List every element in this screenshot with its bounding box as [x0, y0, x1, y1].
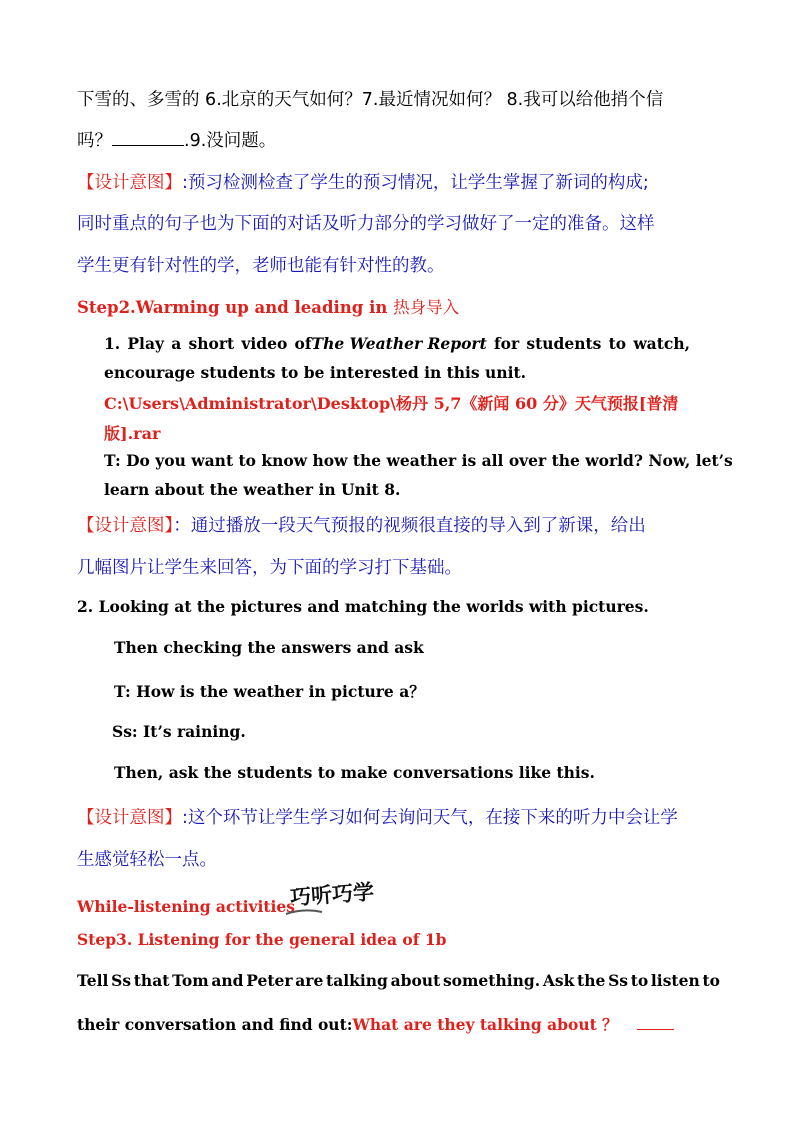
word: to	[702, 971, 720, 990]
word: to	[630, 971, 649, 990]
word: video	[241, 334, 288, 353]
step3-line-1	[77, 971, 720, 990]
design-intent-2-line-1	[77, 512, 691, 537]
step2-heading-cn: 热身导入	[393, 298, 460, 317]
teacher-line-1	[104, 451, 733, 470]
design-intent-3-line-1	[77, 804, 719, 829]
video-file-path[interactable]: C:\Users\Administrator\Desktop\杨丹 5,7《新闻 60 分》天气预报[普清	[104, 394, 679, 413]
video-file-path-line-1[interactable]	[104, 391, 678, 414]
item2-line-2	[114, 638, 424, 657]
preview-text-1: 下雪的、多雪的 6.北京的天气如何？7.最近情况如何？ 8.我可以给他捎个信	[77, 90, 664, 110]
video-file-path-line-2[interactable]	[104, 421, 160, 444]
design-intent-tag: 【设计意图】	[77, 516, 174, 536]
design-intent-text: 学生更有针对性的学，老师也能有针对性的教。	[77, 256, 445, 276]
item2-line-1	[77, 597, 649, 616]
design-intent-1-line-1	[77, 169, 711, 194]
word: Tom	[172, 971, 209, 990]
item2-text: Then, ask the students to make conversations like this.	[114, 763, 595, 782]
design-intent-text: 同时重点的句子也为下面的对话及听力部分的学习做好了一定的准备。这样	[77, 214, 655, 234]
step2-heading	[77, 294, 459, 318]
word: Peter	[246, 971, 293, 990]
while-listening-heading-text: While-listening activities	[77, 897, 295, 916]
word: Play	[127, 334, 164, 353]
design-intent-text: :这个环节让学生学习如何去询问天气，在接下来的听力中会让学	[182, 808, 678, 828]
word: are	[295, 971, 324, 990]
while-listening-heading	[77, 897, 295, 916]
word: watch,	[633, 334, 690, 353]
step3-instruction: their conversation and find out:	[77, 1015, 353, 1034]
listening-answer-blank[interactable]	[637, 1029, 674, 1030]
word: Ask	[542, 971, 575, 990]
step2-heading-text: Step2.Warming up and leading in	[77, 298, 388, 317]
word: that	[133, 971, 170, 990]
step2-item1-text: encourage students to be interested in this unit.	[104, 363, 527, 382]
item2-text: T: How is the weather in picture a？	[114, 682, 425, 701]
design-intent-tag: 【设计意图】	[77, 173, 182, 193]
word: a	[171, 334, 182, 353]
design-intent-3-line-2	[77, 846, 217, 871]
word: talking	[326, 971, 388, 990]
design-intent-text: ：通过播放一段天气预报的视频很直接的导入到了新课，给出	[173, 516, 646, 536]
teacher-question: learn about the weather in Unit 8.	[104, 480, 401, 499]
word: short	[188, 334, 235, 353]
listening-question: What are they talking about ？	[352, 1015, 618, 1034]
step3-heading	[77, 930, 446, 949]
word: something.	[442, 971, 541, 990]
step3-heading-text: Step3. Listening for the general idea of 1b	[77, 930, 447, 949]
item2-text: Then checking the answers and ask	[114, 638, 424, 657]
word: and	[211, 971, 244, 990]
teacher-question: T: Do you want to know how the weather is all over the world? Now, let’s	[104, 451, 733, 470]
preview-line-1	[77, 86, 698, 111]
word: Ss	[608, 971, 628, 990]
word: students	[526, 334, 602, 353]
design-intent-text: 几幅图片让学生来回答，为下面的学习打下基础。	[77, 558, 462, 578]
design-intent-text: 生感觉轻松一点。	[77, 850, 217, 870]
answer-blank[interactable]	[112, 145, 184, 146]
step2-item1-line-2	[104, 363, 526, 382]
design-intent-1-line-3	[77, 252, 445, 277]
item2-text: 2. Looking at the pictures and matching the worlds with pictures.	[77, 597, 649, 616]
word: to	[608, 334, 627, 353]
design-intent-1-line-2	[77, 210, 655, 235]
preview-text-2a: 吗？	[77, 131, 112, 151]
design-intent-text: :预习检测检查了学生的预习情况，让学生掌握了新词的构成;	[182, 173, 649, 193]
logo-brush-graphic	[284, 874, 374, 916]
item2-line-3	[114, 680, 425, 702]
word: for	[493, 334, 520, 353]
item2-line-5	[114, 763, 595, 782]
svg-text:巧听巧学: 巧听巧学	[289, 879, 374, 910]
teacher-line-2	[104, 480, 400, 499]
preview-line-2	[77, 127, 276, 152]
design-intent-tag: 【设计意图】	[77, 808, 182, 828]
preview-text-2b: .9.没问题。	[184, 131, 277, 151]
word: of	[294, 334, 312, 353]
qiao-ting-qiao-xue-logo	[284, 874, 374, 916]
word: Tell	[77, 971, 109, 990]
word: the	[577, 971, 606, 990]
item2-text: Ss: It’s raining.	[112, 722, 246, 741]
design-intent-2-line-2	[77, 554, 462, 579]
word: about	[390, 971, 441, 990]
item2-line-4	[112, 722, 246, 741]
word: 1.	[104, 334, 121, 353]
word: Ss	[111, 971, 132, 990]
step2-item1-line-1	[104, 334, 690, 353]
word: listen	[650, 971, 700, 990]
video-file-path[interactable]: 版].rar	[104, 424, 161, 443]
video-title: The Weather Report	[311, 334, 487, 353]
step3-line-2	[77, 1013, 674, 1035]
